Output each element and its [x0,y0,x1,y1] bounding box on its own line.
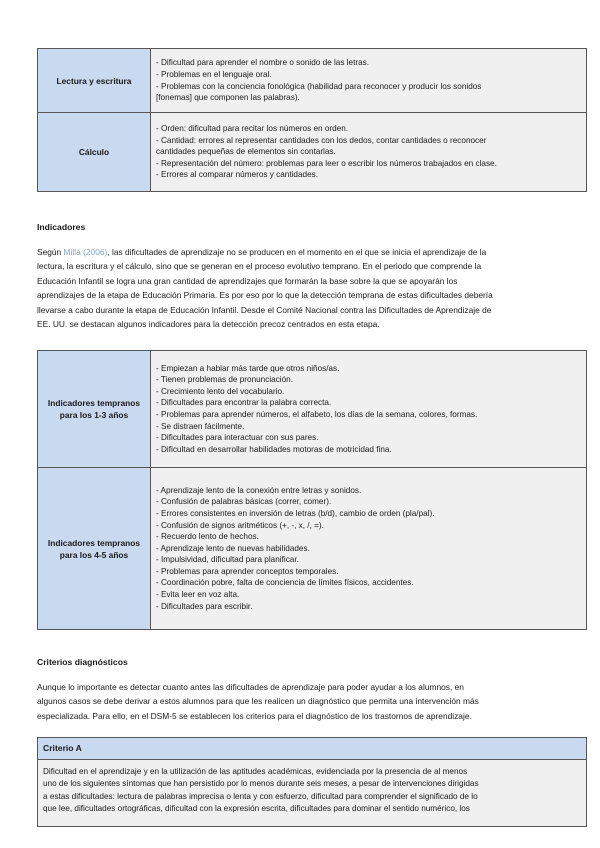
list-item: - Crecimiento lento del vocabulario. [156,386,285,396]
list-item: [fonemas] que componen las palabras). [156,93,300,103]
list-item: - Evita leer en voz alta. [156,590,240,600]
list-item: - Recuerdo lento de hechos. [156,532,259,542]
paragraph-line [37,245,587,259]
text-fragment: Según [37,247,64,257]
list-item: - Confusión de palabras básicas (correr, comer). [156,497,332,507]
list-item: - Aprendizaje lento de nuevas habilidades. [156,543,310,553]
list-item: - Problemas para aprender conceptos temporales. [156,566,339,576]
paragraph-line: Dificultad en el aprendizaje y en la utilización de las aptitudes académicas, evidenciada por la presencia de al menos [43,767,468,776]
list-item: - Dificultad en desarrollar habilidades motoras de motricidad fina. [156,444,392,454]
label-line: Indicadores tempranos [47,398,141,408]
row-label: Lectura y escritura [38,49,151,113]
list-item: - Dificultades para escribir. [156,601,253,611]
paragraph-line: especializada. Para ello, en el DSM-5 se establecen los criterios para el diagnóstico de los trastornos de aprendizaje. [37,710,472,721]
paragraph-line: Aunque lo importante es detectar cuanto antes las dificultades de aprendizaje para poder ayudar a los alumnos, en [37,682,464,692]
list-item: - Dificultades para interactuar con sus pares. [156,433,319,443]
list-item: - Problemas con la conciencia fonológica (habilidad para reconocer y producir los sonidos [156,81,482,91]
list-item: - Confusión de signos aritméticos (+, -, x, /, =). [156,520,324,530]
section-heading-indicadores: Indicadores [37,222,86,232]
indicadores-paragraph [37,245,587,331]
row-content [151,113,587,192]
list-item: cantidades pequeñas de elementos sin contarlas. [156,147,336,157]
list-item: - Representación del número: problemas para leer o escribir los números trabajados en clase. [156,158,497,168]
paragraph-line: uno de los siguientes síntomas que han persistido por lo menos durante seis meses, a pesar de intervenciones dirigidas [43,779,479,789]
list-item: - Aprendizaje lento de la conexión entre letras y sonidos. [156,485,362,495]
paragraph-line: aprendizajes de la etapa de Educación Primaria. Es por eso por lo que la detección temprana de estas dificultades debería [37,290,493,301]
paragraph-line: lectura, la escritura y el cálculo, sino que se generan en el proceso evolutivo temprano. En el periodo que comprende la [37,261,482,272]
row-content [151,49,587,113]
list-item: - Empiezan a hablar más tarde que otros niños/as. [156,363,340,373]
list-item: - Tienen problemas de pronunciación. [156,375,293,385]
list-item: - Orden: dificultad para recitar los números en orden. [156,124,349,134]
table-row [38,49,587,113]
row-label: Cálculo [38,113,151,192]
criterios-paragraph [37,680,587,723]
criterio-a-body [38,760,586,826]
row-content [151,468,587,630]
list-item: - Errores consistentes en inversión de letras (b/d), cambio de orden (pla/pal). [156,508,435,518]
criterio-a-title: Criterio A [38,738,586,760]
table-row [38,351,587,468]
paragraph-line: algunos casos se debe derivar a estos alumnos para que les realicen un diagnóstico que permita una intervención más [37,696,479,707]
table-row [38,113,587,192]
indicators-table [37,350,587,630]
list-item: - Problemas en el lenguaje oral. [156,69,272,79]
paragraph-line: a estas dificultades: lectura de palabras imprecisa o lenta y con esfuerzo, dificultad para comprender el significado de lo [43,791,478,801]
text-fragment: , las dificultades de aprendizaje no se producen en el momento en el que se inicia el aprendizaje de la [107,247,487,257]
label-line: para los 1-3 años [59,410,129,420]
list-item: - Dificultad para aprender el nombre o sonido de las letras. [156,58,369,68]
criterio-a-box [37,737,587,827]
paragraph-line: llevarse a cabo durante la etapa de Educación Infantil. Desde el Comité Nacional contra las Dificultades de Aprendizaje de [37,304,492,315]
label-line: para los 4-5 años [59,549,129,560]
row-label [38,351,151,468]
list-item: - Se distraen fácilmente. [156,421,245,431]
row-label [38,468,151,630]
row-content [151,351,587,468]
paragraph-line: EE. UU. se destacan algunos indicadores para la detección precoz centrados en esta etapa. [37,319,380,330]
citation-link[interactable]: Millá (2006) [63,247,108,257]
list-item: - Dificultades para encontrar la palabra correcta. [156,398,332,408]
section-heading-criterios: Criterios diagnósticos [37,657,128,667]
label-line: Indicadores tempranos [47,537,141,548]
list-item: - Coordinación pobre, falta de conciencia de límites físicos, accidentes. [156,578,414,588]
list-item: - Errores al comparar números y cantidades. [156,170,318,180]
table-row [38,468,587,630]
paragraph-line: que lee, dificultades ortográficas, dificultad con la expresión escrita, dificultades para dominar el sentido numérico, los [43,804,470,814]
difficulties-table [37,48,587,192]
list-item: - Cantidad: errores al representar cantidades con los dedos, contar cantidades o reconocer [156,135,487,145]
list-item: - Problemas para aprender números, el alfabeto, los días de la semana, colores, formas. [156,410,478,419]
paragraph-line: Educación Infantil se logra una gran cantidad de aprendizajes que formarán la base sobre la que se apoyarán los [37,275,458,286]
list-item: - Impulsividad, dificultad para planificar. [156,555,299,565]
